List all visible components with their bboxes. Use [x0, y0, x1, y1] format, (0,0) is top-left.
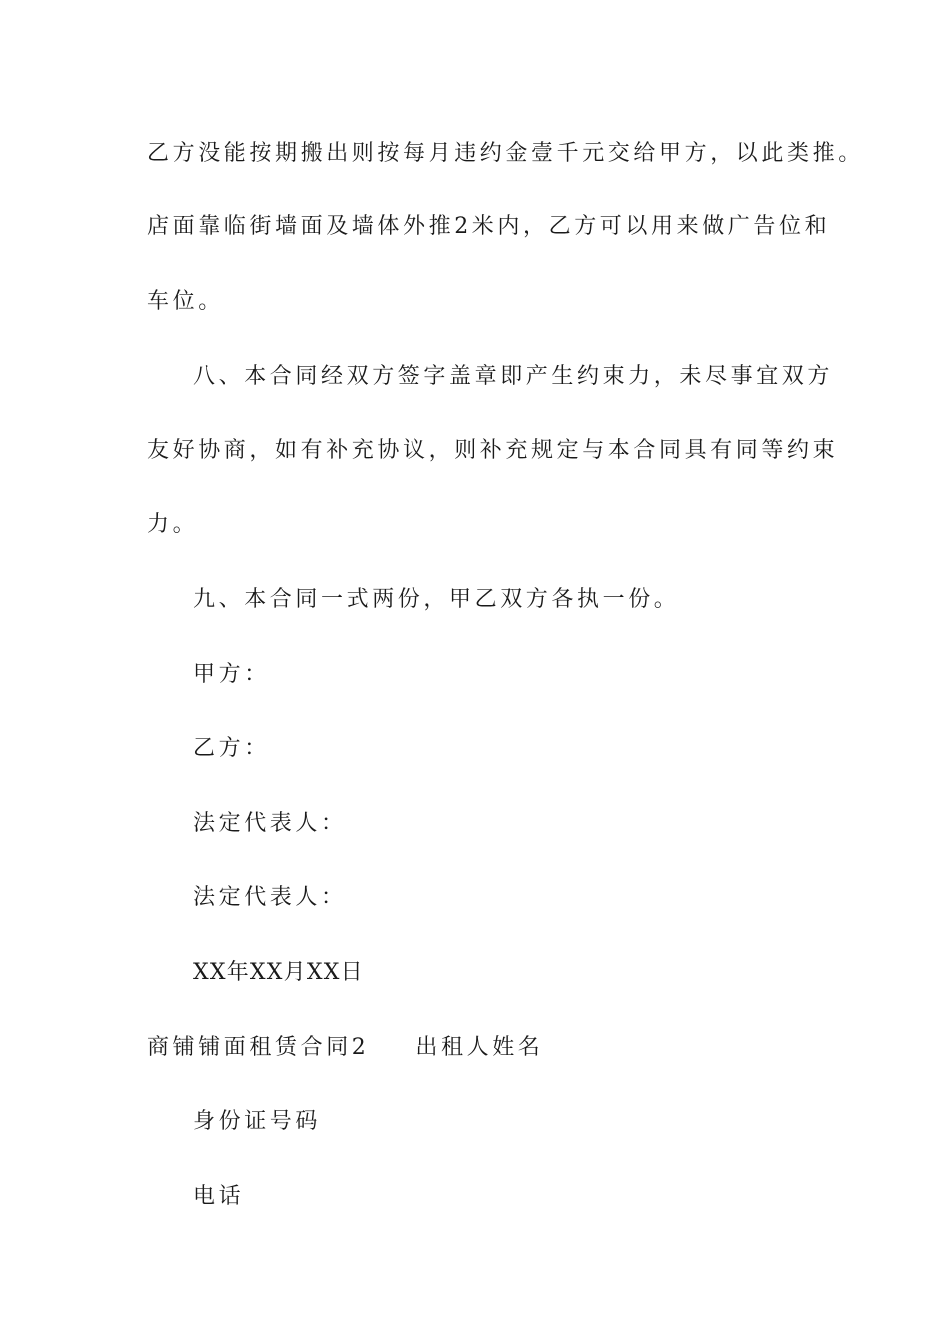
clause-eight-line: 八、本合同经双方签字盖章即产生约束力，未尽事宜双方: [193, 364, 834, 389]
second-contract-heading-line: [147, 1033, 543, 1063]
clause-nine-line: 九、本合同一式两份，甲乙双方各执一份。: [193, 587, 680, 612]
paragraph-line: 店面靠临街墙面及墙体外推2米内，乙方可以用来做广告位和: [147, 214, 831, 239]
paragraph-line: 乙方没能按期搬出则按每月违约金壹千元交给甲方，以此类推。: [147, 141, 864, 166]
second-contract-title: 商铺铺面租赁合同2: [147, 1035, 370, 1060]
date-line: XX年XX月XX日: [193, 960, 364, 985]
lessor-name-label: 出租人姓名: [415, 1035, 544, 1060]
legal-representative-label: 法定代表人：: [193, 811, 347, 836]
phone-label: 电话: [193, 1184, 245, 1209]
paragraph-line: 力。: [147, 512, 199, 537]
legal-representative-label: 法定代表人：: [193, 885, 347, 910]
party-b-label: 乙方：: [193, 736, 270, 761]
paragraph-line: 友好协商，如有补充协议，则补充规定与本合同具有同等约束: [147, 438, 839, 463]
id-number-label: 身份证号码: [193, 1109, 322, 1134]
party-a-label: 甲方：: [193, 662, 270, 687]
paragraph-line: 车位。: [147, 289, 224, 314]
